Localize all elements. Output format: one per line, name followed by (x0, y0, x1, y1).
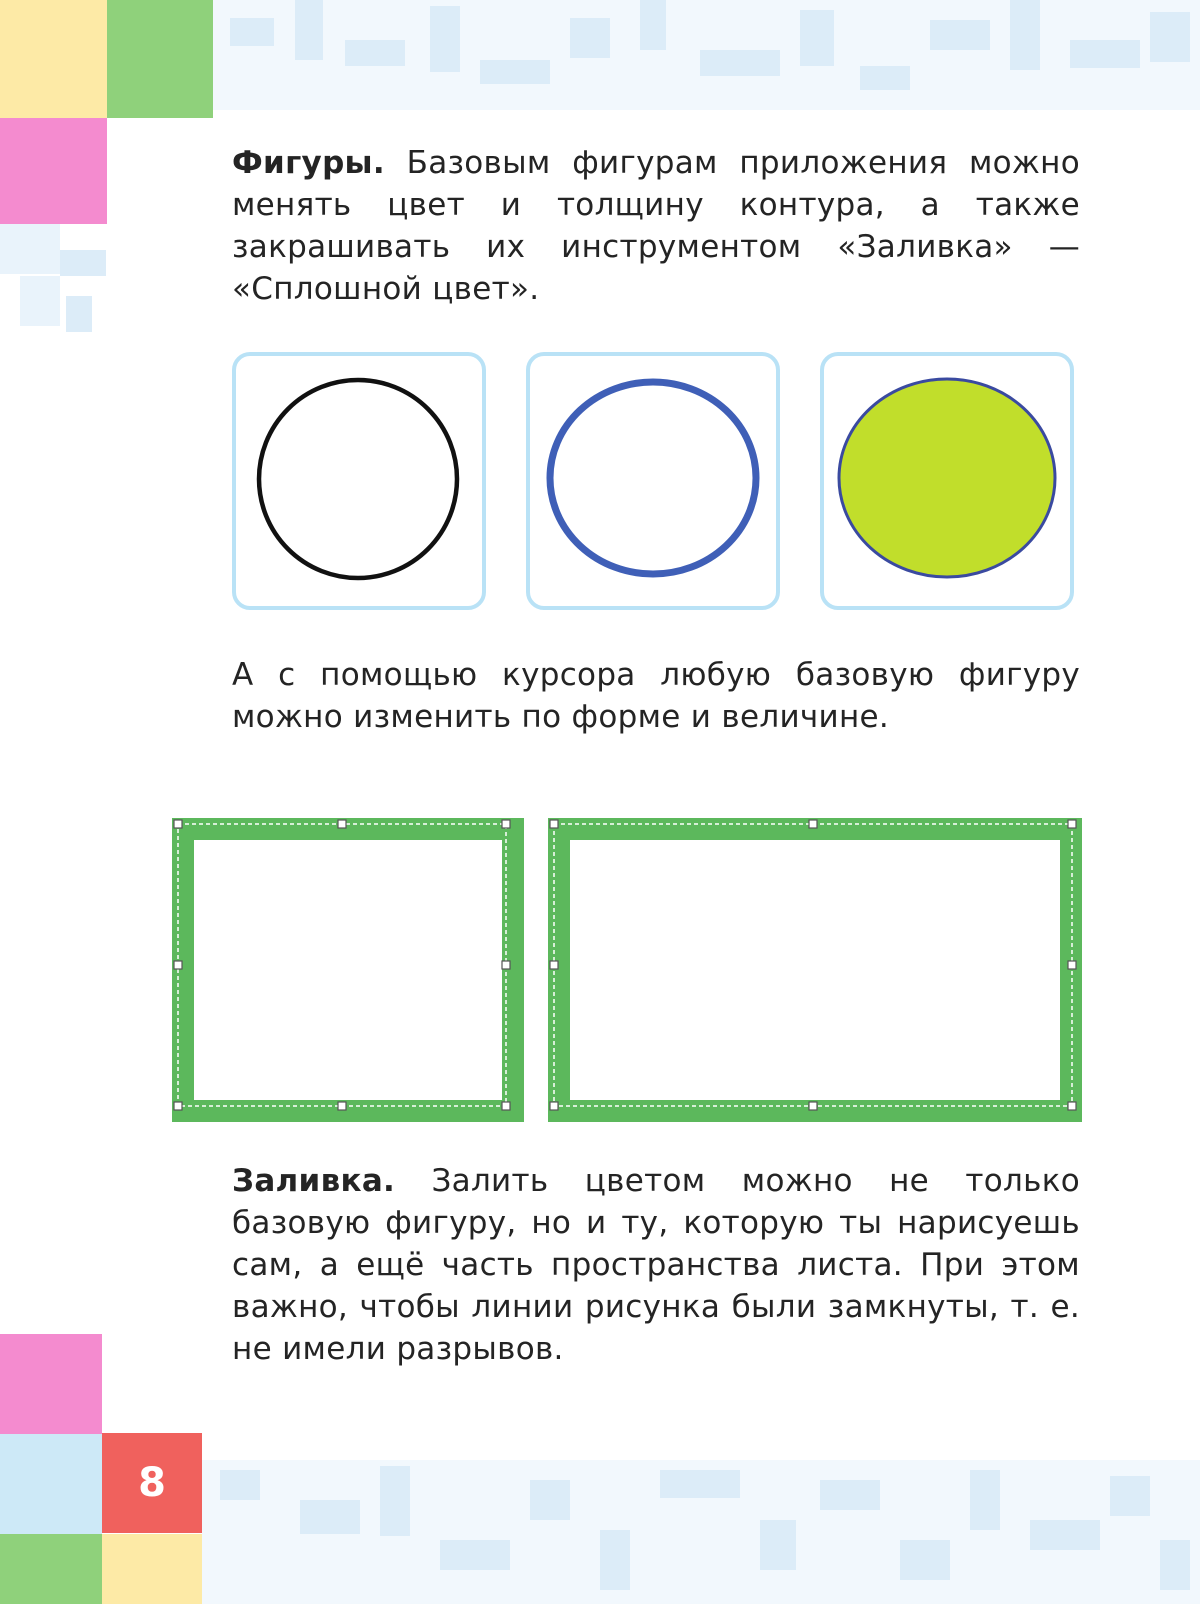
resize-handle (174, 961, 182, 969)
square-shape-outline (183, 829, 513, 1111)
rectangle-wide-selected (548, 818, 1082, 1122)
resize-handle (502, 961, 510, 969)
term-shapes: Фигуры. (232, 145, 385, 181)
resize-handle (1068, 820, 1076, 828)
square-shape-svg (172, 818, 524, 1122)
resize-handle (338, 820, 346, 828)
circle-outline-blue (550, 382, 756, 574)
paragraph-resize (232, 654, 1080, 738)
resize-handle (550, 820, 558, 828)
deco-block-blue-bottom (0, 1434, 102, 1534)
deco-block-pink-bottom (0, 1334, 102, 1434)
deco-block-green-top (107, 0, 213, 118)
paragraph-shapes-text: Базовым фигурам приложения можно менять цвет и толщину контура, а также закрашивать их инструментом «Заливка» — «Сплошной цвет». (232, 145, 1080, 307)
resize-handle (550, 1102, 558, 1110)
rectangle-square-selected (172, 818, 524, 1122)
paragraph-fill-text: Залить цветом можно не только базовую фигуру, но и ту, которую ты нарисуешь сам, а ещё часть пространства листа. При этом важно, чтобы линии рисунка были замкнуты, т. е. не имели разрывов. (232, 1163, 1080, 1367)
deco-block-green-bottom (0, 1534, 102, 1604)
deco-block-yellow-top (0, 0, 107, 118)
circle-outline-black (259, 380, 457, 578)
resize-handle (1068, 961, 1076, 969)
resize-handle (1068, 1102, 1076, 1110)
circle-card-filled-green (820, 352, 1074, 610)
resize-handle (502, 820, 510, 828)
paragraph-shapes (232, 142, 1080, 310)
resize-handle (174, 820, 182, 828)
wide-rectangle-shape-svg (548, 818, 1082, 1122)
resize-handle (550, 961, 558, 969)
circle-card-outline-blue (526, 352, 780, 610)
deco-block-pink-top (0, 118, 107, 224)
resize-handle (502, 1102, 510, 1110)
resize-handle (809, 820, 817, 828)
circle-filled-green (839, 379, 1055, 577)
deco-block-yellow-bottom (102, 1534, 202, 1604)
paragraph-resize-text: А с помощью курсора любую базовую фигуру можно изменить по форме и величине. (232, 657, 1080, 735)
resize-handle (338, 1102, 346, 1110)
wide-rectangle-shape-outline (559, 829, 1071, 1111)
paragraph-fill (232, 1160, 1080, 1370)
resize-handle (809, 1102, 817, 1110)
term-fill: Заливка. (232, 1163, 396, 1199)
page-number: 8 (102, 1433, 202, 1533)
resize-handle (174, 1102, 182, 1110)
circle-card-outline-black (232, 352, 486, 610)
